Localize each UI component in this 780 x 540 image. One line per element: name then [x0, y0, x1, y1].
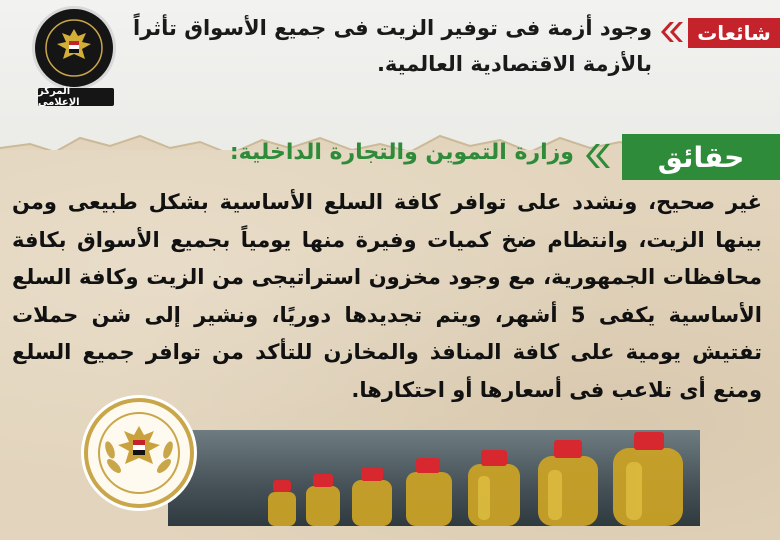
double-chevron-left-icon — [582, 142, 612, 170]
cabinet-logo-label: المركز الإعلامى — [38, 88, 114, 106]
eagle-emblem-icon — [88, 402, 190, 504]
rumor-tag: شائعات — [688, 18, 780, 48]
cabinet-logo — [32, 6, 116, 90]
ministry-name: وزارة التموين والتجارة الداخلية: — [229, 140, 574, 165]
rumor-text: وجود أزمة فى توفير الزيت فى جميع الأسواق تأثراً بالأزمة الاقتصادية العالمية. — [132, 16, 652, 76]
double-chevron-left-icon — [658, 20, 684, 44]
facts-body: غير صحيح، ونشدد على توافر كافة السلع الأساسية بشكل طبيعى ومن بينها الزيت، وانتظام ضخ كميات وفيرة منها يومياً بجميع الأسواق بكافة محافظات الجمهورية، مع وجود مخزون استراتيجى من الزيت وكافة السلع الأساسية يكفى 5 أشهر، ويتم تجديدها دوريًا، ونشير إلى شن حملات تفتيش يومية على كافة المنافذ والمخازن للتأكد من توافر جميع السلع ومنع أى تلاعب فى أسعارها أو احتكارها. — [12, 190, 762, 402]
facts-tag: حقائق — [622, 134, 780, 180]
oil-bottles-photo — [168, 430, 700, 526]
ministry-seal — [84, 398, 194, 508]
eagle-emblem-icon — [35, 9, 113, 87]
